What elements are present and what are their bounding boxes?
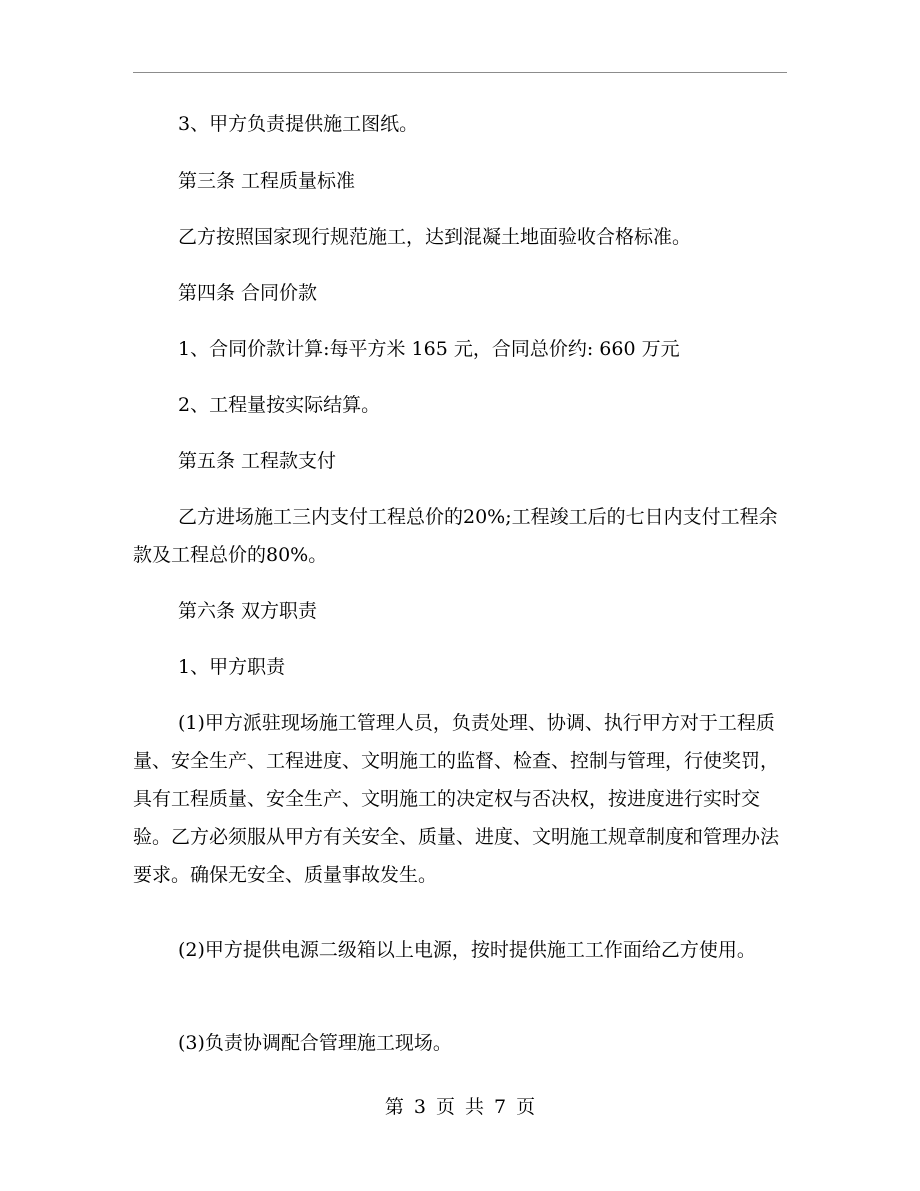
paragraph-duty-3: (3)负责协调配合管理施工现场。 [178, 1032, 452, 1054]
paragraph-quantity-settlement: 2、工程量按实际结算。 [178, 394, 381, 416]
heading-party-a-duties: 1、甲方职责 [178, 656, 286, 678]
paragraph-duty-2: (2)甲方提供电源二级箱以上电源，按时提供施工工作面给乙方使用。 [178, 939, 756, 961]
heading-article-3: 第三条 工程质量标准 [178, 170, 356, 192]
paragraph-clause-2-item-3: 3、甲方负责提供施工图纸。 [178, 113, 419, 135]
paragraph-quality-standard: 乙方按照国家现行规范施工，达到混凝土地面验收合格标准。 [178, 226, 692, 248]
heading-article-6: 第六条 双方职责 [178, 600, 318, 622]
header-rule [133, 72, 787, 73]
heading-article-5: 第五条 工程款支付 [178, 450, 337, 472]
paragraph-payment: 乙方进场施工三内支付工程总价的20%;工程竣工后的七日内支付工程余款及工程总价的80%。 [133, 506, 778, 566]
heading-article-4: 第四条 合同价款 [178, 282, 318, 304]
paragraph-price-calculation: 1、合同价款计算:每平方米 165 元，合同总价约: 660 万元 [178, 338, 680, 360]
page-number-footer: 第 3 页 共 7 页 [384, 1096, 536, 1118]
paragraph-duty-1: (1)甲方派驻现场施工管理人员，负责处理、协调、执行甲方对于工程质量、安全生产、工程进度、文明施工的监督、检查、控制与管理，行使奖罚，具有工程质量、安全生产、文明施工的决定权与否决权，按进度进行实时交验。乙方必须服从甲方有关安全、质量、进度、文明施工规章制度和管理办法要求。确保无安全、质量事故发生。 [133, 712, 780, 886]
